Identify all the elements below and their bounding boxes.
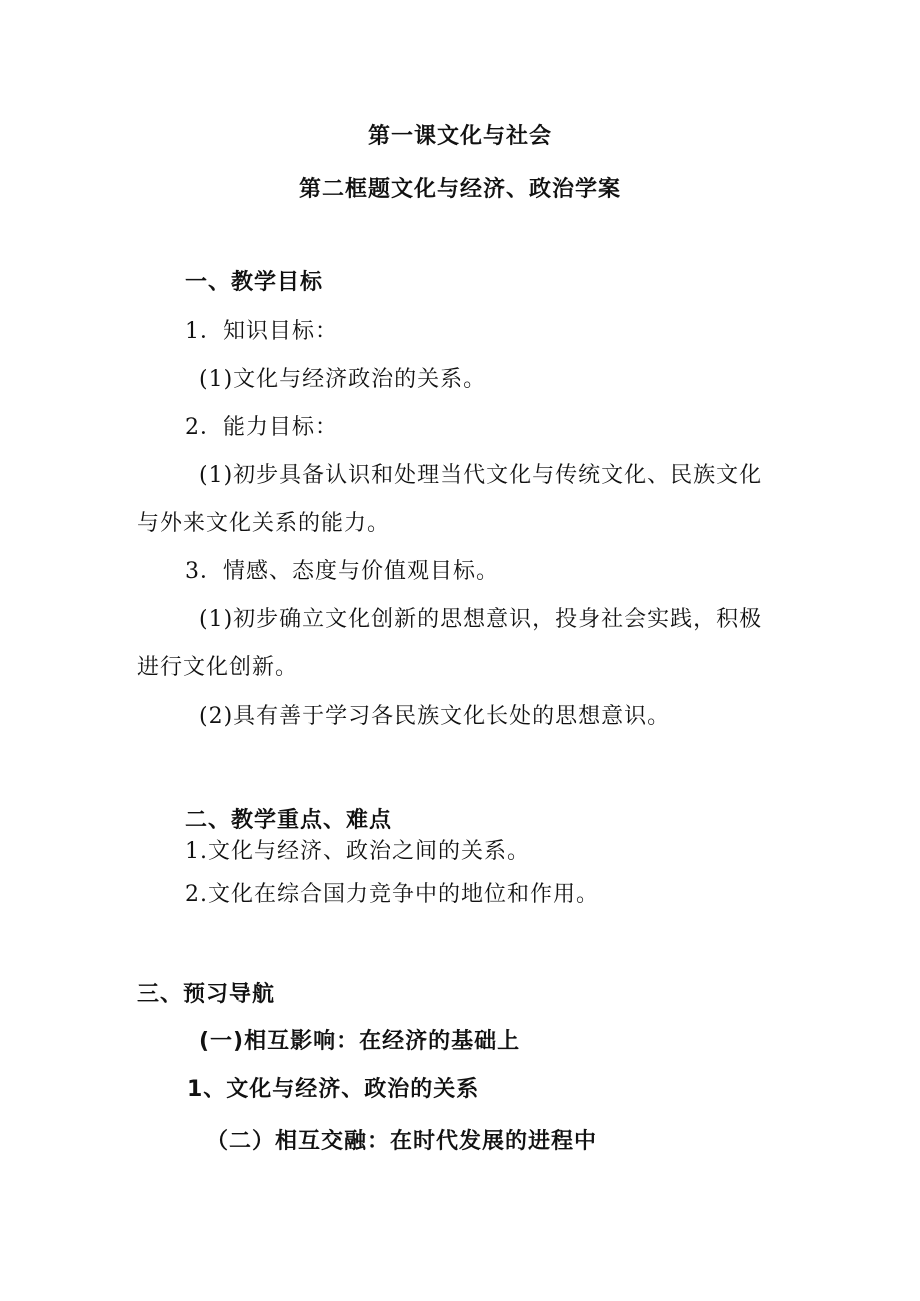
document-subtitle: 第二框题文化与经济、政治学案 <box>298 177 621 202</box>
section-heading: 二、教学重点、难点 <box>185 808 393 833</box>
list-item: (1)初步确立文化创新的思想意识，投身社会实践，积极 <box>199 607 763 632</box>
document-title: 第一课文化与社会 <box>367 124 552 149</box>
list-item: (1)文化与经济政治的关系。 <box>199 367 487 392</box>
list-item: 2.文化在综合国力竞争中的地位和作用。 <box>185 882 599 907</box>
list-item-continuation: 进行文化创新。 <box>137 655 299 680</box>
section-heading: 一、教学目标 <box>185 270 324 295</box>
section-heading: 三、预习导航 <box>137 982 276 1007</box>
list-item: (1)初步具备认识和处理当代文化与传统文化、民族文化 <box>199 463 763 488</box>
list-item: 1．知识目标： <box>185 319 338 344</box>
list-item: 3．情感、态度与价值观目标。 <box>185 559 499 584</box>
list-item: 2．能力目标： <box>185 415 338 440</box>
subsection-heading: 1、文化与经济、政治的关系 <box>187 1077 480 1102</box>
list-item: (2)具有善于学习各民族文化长处的思想意识。 <box>199 704 671 729</box>
subsection-heading: （二）相互交融：在时代发展的进程中 <box>206 1129 598 1154</box>
subsection-heading: (一)相互影响：在经济的基础上 <box>199 1029 521 1054</box>
list-item: 1.文化与经济、政治之间的关系。 <box>185 839 530 864</box>
list-item-continuation: 与外来文化关系的能力。 <box>137 511 391 536</box>
